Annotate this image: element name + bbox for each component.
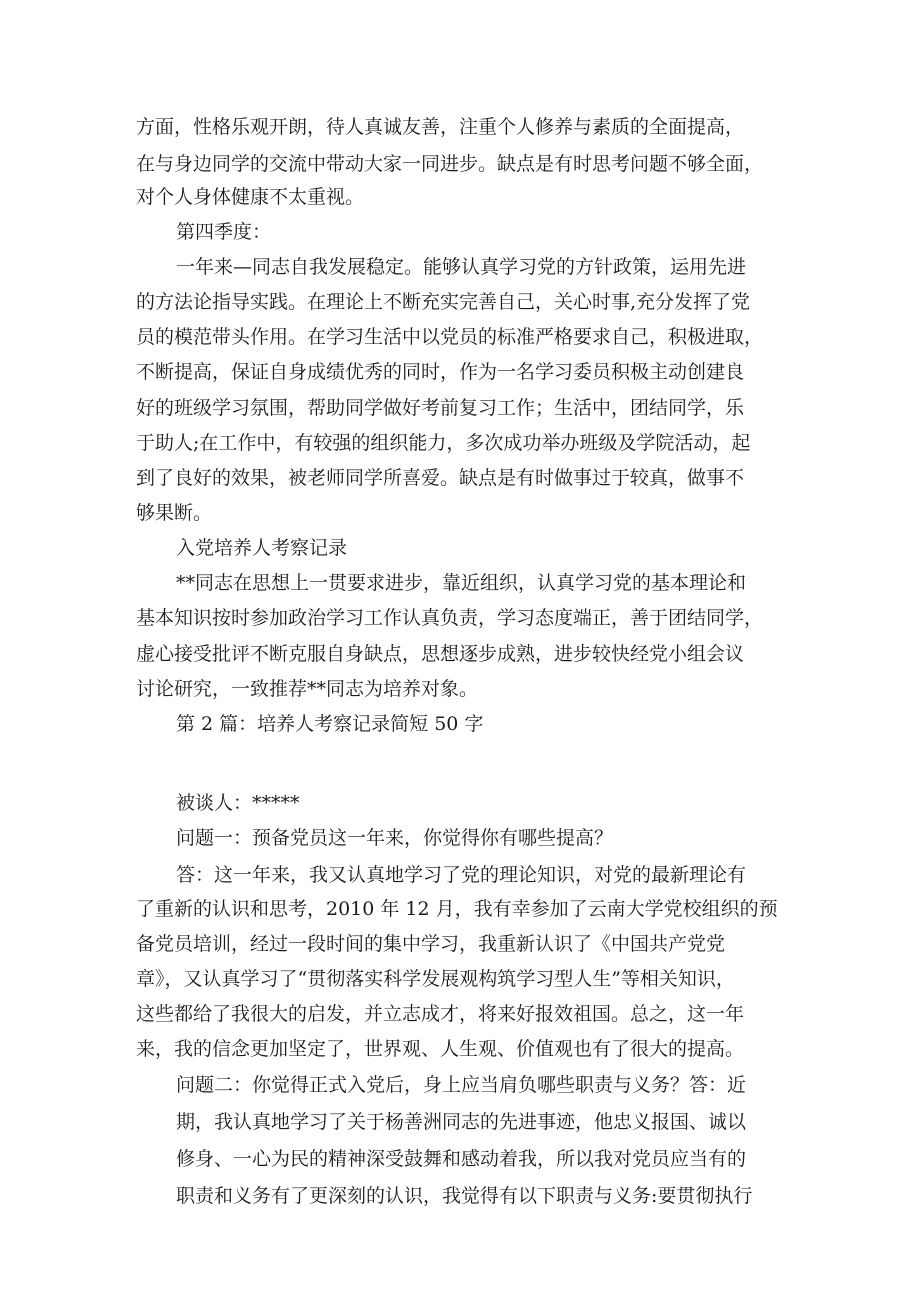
text-line: 的方法论指导实践。在理论上不断充实完善自己，关心时事,充分发挥了党 xyxy=(136,291,751,313)
text-line: 好的班级学习氛围，帮助同学做好考前复习工作；生活中，团结同学，乐 xyxy=(136,397,745,419)
article-title: 第 2 篇：培养人考察记录简短 50 字 xyxy=(176,713,484,735)
text-line: 了重新的认识和思考，2010 年 12 月，我有幸参加了云南大学党校组织的预 xyxy=(136,898,778,920)
text-line: 来，我的信念更加坚定了，世界观、人生观、价值观也有了很大的提高。 xyxy=(136,1038,745,1060)
text-line: 被谈人：***** xyxy=(176,792,300,814)
text-line: 员的模范带头作用。在学习生活中以党员的标准严格要求自己，积极进取， xyxy=(136,326,764,348)
text-line: 期，我认真地学习了关于杨善洲同志的先进事迹，他忠义报国、诚以 xyxy=(176,1111,747,1133)
text-line: 对个人身体健康不太重视。 xyxy=(136,186,365,208)
text-line: 这些都给了我很大的启发，并立志成才，将来好报效祖国。总之，这一年 xyxy=(136,1003,745,1025)
text-line: 答：这一年来，我又认真地学习了党的理论知识，对党的最新理论有 xyxy=(176,864,747,886)
text-line: 问题一：预备党员这一年来，你觉得你有哪些提高？ xyxy=(176,827,614,849)
text-line: 在与身边同学的交流中带动大家一同进步。缺点是有时思考问题不够全面， xyxy=(136,153,764,175)
text-line: 职责和义务有了更深刻的认识，我觉得有以下职责与义务:要贯彻执行 xyxy=(176,1185,753,1207)
section-heading: 入党培养人考察记录 xyxy=(176,537,348,559)
text-line: 于助人;在工作中，有较强的组织能力，多次成功举办班级及学院活动，起 xyxy=(136,432,751,454)
text-line: 到了良好的效果，被老师同学所喜爱。缺点是有时做事过于较真，做事不 xyxy=(136,467,745,489)
text-line: 一年来—同志自我发展稳定。能够认真学习党的方针政策，运用先进 xyxy=(176,256,747,278)
text-line: 讨论研究，一致推荐**同志为培养对象。 xyxy=(136,678,479,700)
text-line: 修身、一心为民的精神深受鼓舞和感动着我，所以我对党员应当有的 xyxy=(176,1148,747,1170)
text-line: 不断提高，保证自身成绩优秀的同时，作为一名学习委员积极主动创建良 xyxy=(136,361,745,383)
text-line: 方面，性格乐观开朗，待人真诚友善，注重个人修养与素质的全面提高， xyxy=(136,116,745,138)
text-line: 虚心接受批评不断克服自身缺点，思想逐步成熟，进步较快经党小组会议 xyxy=(136,643,745,665)
text-line: **同志在思想上一贯要求进步，靠近组织，认真学习党的基本理论和 xyxy=(176,572,747,594)
section-heading: 第四季度： xyxy=(176,221,272,243)
text-line: 备党员培训，经过一段时间的集中学习，我重新认识了《中国共产党党 xyxy=(136,933,726,955)
text-line: 基本知识按时参加政治学习工作认真负责，学习态度端正，善于团结同学， xyxy=(136,607,764,629)
text-line: 章》，又认真学习了“贯彻落实科学发展观构筑学习型人生”等相关知识， xyxy=(136,968,735,990)
text-line: 够果断。 xyxy=(136,502,213,524)
text-line: 问题二：你觉得正式入党后，身上应当肩负哪些职责与义务？答：近 xyxy=(176,1074,747,1096)
